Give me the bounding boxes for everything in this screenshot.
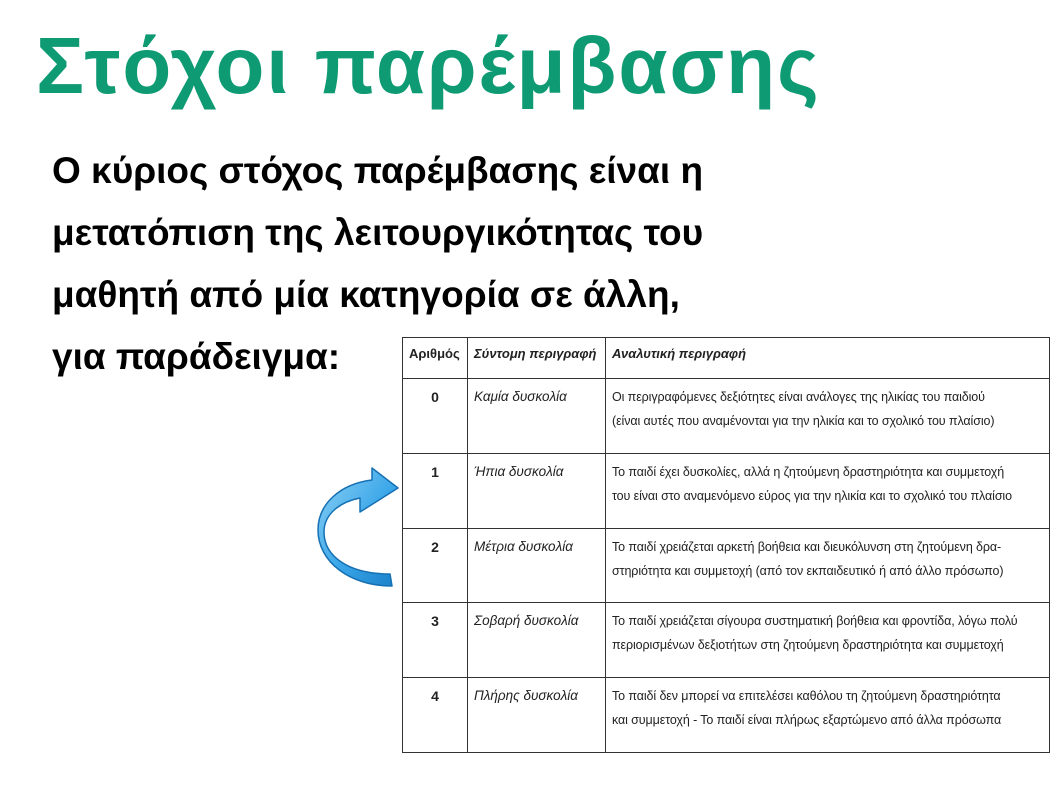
description-line: στηριότητα και συμμετοχή (από τον εκπαιδευτικό ή από άλλο πρόσωπο) xyxy=(612,563,1004,578)
row-short-description: Μέτρια δυσκολία xyxy=(468,528,606,603)
table-row xyxy=(403,379,1050,454)
row-detailed-description xyxy=(606,528,1050,603)
row-number: 4 xyxy=(403,678,468,753)
row-short-description: Καμία δυσκολία xyxy=(468,379,606,454)
body-line: Ο κύριος στόχος παρέμβασης είναι η xyxy=(52,150,704,191)
row-number: 0 xyxy=(403,379,468,454)
row-number: 2 xyxy=(403,528,468,603)
row-short-description: Σοβαρή δυσκολία xyxy=(468,603,606,678)
body-line: μαθητή από μία κατηγορία σε άλλη, xyxy=(52,274,680,315)
table-row xyxy=(403,528,1050,603)
table-row xyxy=(403,678,1050,753)
description-line: του είναι στο αναμενόμενο εύρος για την ηλικία και το σχολικό του πλαίσιο xyxy=(612,488,1012,503)
row-detailed-description xyxy=(606,603,1050,678)
column-header-detailed-description: Αναλυτική περιγραφή xyxy=(606,338,1050,379)
table-row xyxy=(403,453,1050,528)
row-detailed-description xyxy=(606,453,1050,528)
row-number: 3 xyxy=(403,603,468,678)
body-line: για παράδειγμα: xyxy=(52,336,341,377)
description-line: Το παιδί δεν μπορεί να επιτελέσει καθόλου τη ζητούμενη δραστηριότητα xyxy=(612,689,1001,704)
difficulty-scale-table xyxy=(402,337,1050,753)
slide-title: Στόχοι παρέμβασης xyxy=(36,21,821,110)
description-line: Το παιδί χρειάζεται αρκετή βοήθεια και διευκόλυνση στη ζητούμενη δρα- xyxy=(612,539,1002,554)
row-short-description: Ήπια δυσκολία xyxy=(468,453,606,528)
table-header-row xyxy=(403,338,1050,379)
body-line: μετατόπιση της λειτουργικότητας του xyxy=(52,212,704,253)
column-header-number: Αριθμός xyxy=(403,338,468,379)
column-header-short-description: Σύντομη περιγραφή xyxy=(468,338,606,379)
description-line: και συμμετοχή - Το παιδί είναι πλήρως εξαρτώμενο από άλλα πρόσωπα xyxy=(612,713,1002,728)
curved-up-arrow-icon xyxy=(310,466,400,591)
description-line: Οι περιγραφόμενες δεξιότητες είναι ανάλογες της ηλικίας του παιδιού xyxy=(612,390,985,404)
row-detailed-description xyxy=(606,678,1050,753)
table-row xyxy=(403,603,1050,678)
description-line: (είναι αυτές που αναμένονται για την ηλικία και το σχολικό του πλαίσιο) xyxy=(612,414,995,428)
description-line: Το παιδί χρειάζεται σίγουρα συστηματική βοήθεια και φροντίδα, λόγω πολύ xyxy=(612,614,1018,629)
description-line: Το παιδί έχει δυσκολίες, αλλά η ζητούμενη δραστηριότητα και συμμετοχή xyxy=(612,464,1005,479)
row-detailed-description xyxy=(606,379,1050,454)
description-line: περιορισμένων δεξιοτήτων στη ζητούμενη δραστηριότητα και συμμετοχή xyxy=(612,638,1004,653)
row-short-description: Πλήρης δυσκολία xyxy=(468,678,606,753)
row-number: 1 xyxy=(403,453,468,528)
